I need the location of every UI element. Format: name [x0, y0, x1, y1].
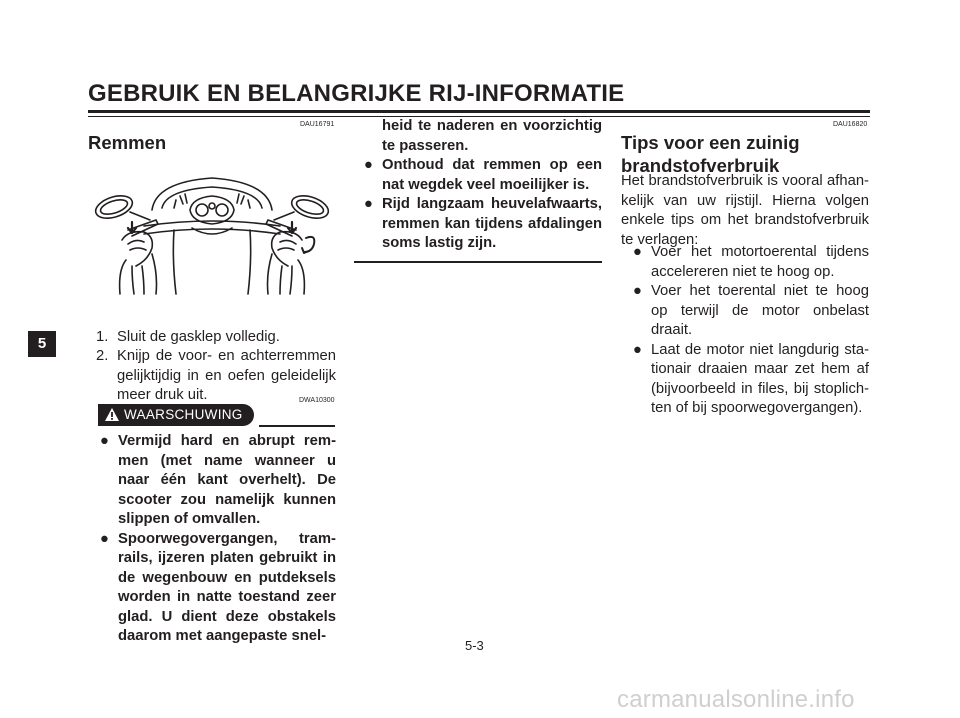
warning-bullets — [100, 432, 336, 647]
section-title-tips — [621, 131, 800, 177]
watermark: carmanualsonline.info — [617, 686, 855, 713]
bullet-text: Voer het toerental niet te hoog op terwijl de motor onbelast draait. — [651, 283, 869, 338]
section-code-tips: DAU16820 — [833, 121, 868, 128]
tips-bullets — [633, 243, 869, 419]
bullet-icon: ● — [364, 196, 373, 212]
warning-badge — [98, 404, 254, 426]
chapter-tab[interactable]: 5 — [28, 331, 56, 357]
section-title-line: Tips voor een zuinig — [621, 132, 800, 153]
handlebar-illustration — [92, 170, 332, 298]
bullet-text: Voer het motortoerental tijdens accelereren niet te hoog op. — [651, 244, 869, 280]
header-rule — [88, 110, 870, 113]
bullet-text: Onthoud dat remmen op een nat wegdek veel moeilijker is. — [382, 157, 602, 193]
warning-continuation: heid te naderen en voorzichtig te passeren. — [382, 118, 602, 154]
warning-code: DWA10300 — [299, 397, 335, 404]
warning-label: WAARSCHUWING — [124, 407, 243, 422]
bullet-icon: ● — [100, 433, 109, 449]
bullet-icon: ● — [633, 283, 642, 299]
tips-bullet-item — [633, 243, 869, 282]
warning-continued — [354, 117, 602, 254]
bullet-icon: ● — [633, 244, 642, 260]
warning-triangle-icon — [104, 407, 120, 422]
warning-bullet-item — [100, 530, 336, 647]
bullet-icon: ● — [633, 341, 642, 358]
warning-bullet-item — [364, 156, 602, 195]
step-number: 1. — [96, 329, 109, 345]
bullet-text: Spoorwegovergangen, tram-rails, ijzeren platen gebruikt in de wegenbouw en putdeksels worden in natte toestand zeer glad. U dient deze obstakels daarom met aangepaste snel- — [118, 530, 336, 644]
step-number: 2. — [96, 348, 109, 364]
bullet-icon: ● — [364, 157, 373, 173]
tips-bullet-item — [633, 282, 869, 341]
page-number: 5-3 — [465, 638, 484, 653]
bullet-text: Rijd langzaam heuvelafwaarts, remmen kan tijdens afdalingen soms lastig zijn. — [382, 196, 602, 251]
bullet-icon: ● — [100, 530, 109, 547]
warning-rule — [259, 425, 335, 427]
bullet-text: Vermijd hard en abrupt rem-men (met name wanneer u naar één kant overhelt). De scooter zou namelijk kunnen slippen of omvallen. — [118, 433, 336, 527]
bullet-text: Laat de motor niet langdurig sta-tionair draaien maar zet hem af (bijvoorbeeld in files, bij stoplich-ten of bij spoorwegovergangen). — [651, 341, 869, 416]
warning-end-rule — [354, 261, 602, 263]
warning-bullet-item — [100, 432, 336, 530]
tips-bullet-item — [633, 341, 869, 419]
step-text: Sluit de gasklep volledig. — [117, 329, 280, 345]
section-code-remmen: DAU16791 — [300, 121, 335, 128]
tips-intro: Het brandstofverbruik is vooral afhan-kelijk van uw rijstijl. Hierna volgen enkele tips om het brandstofverbruik te verlagen: — [621, 173, 869, 248]
section-title-line: brandstofverbruik — [621, 155, 780, 176]
section-title-remmen: Remmen — [88, 132, 167, 153]
step-text: Knijp de voor- en achterremmen gelijktijdig in en oefen geleidelijk meer druk uit. — [117, 348, 336, 403]
page-header-title: GEBRUIK EN BELANGRIJKE RIJ-INFORMATIE — [88, 80, 625, 107]
warning-bullet-item — [364, 195, 602, 254]
